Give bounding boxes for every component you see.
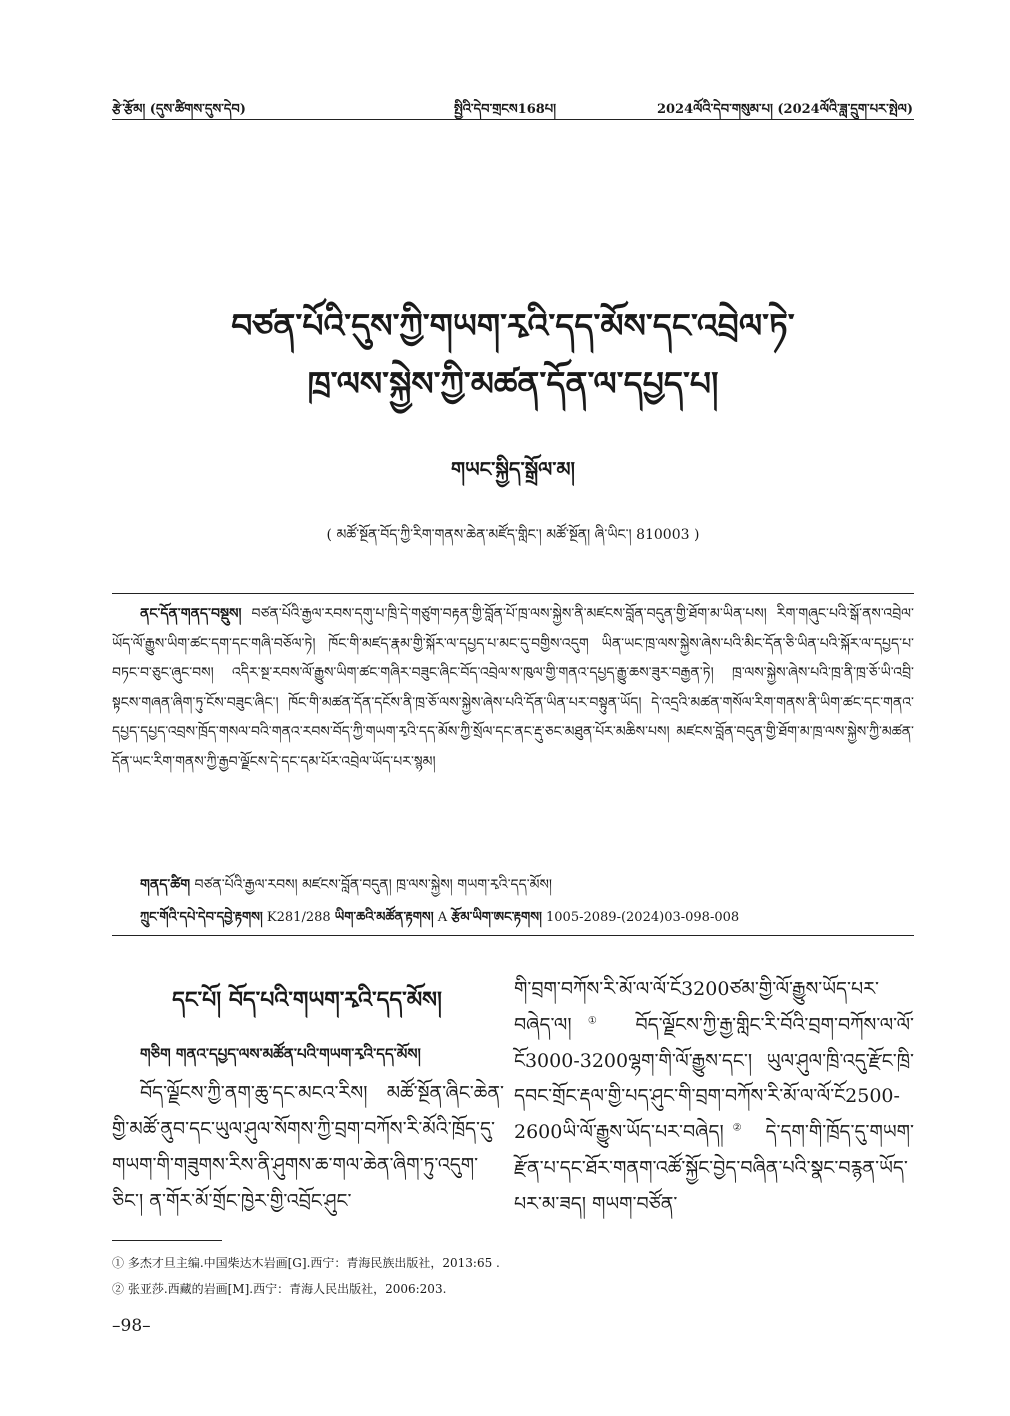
page-number: –98– — [112, 1316, 151, 1336]
abstract-label: ནང་དོན་གནད་བསྡུས། — [140, 606, 242, 622]
classification-line — [140, 902, 914, 939]
article-id-value: 1005-2089-(2024)03-098-008 — [546, 910, 740, 925]
doc-code-label: ཡིག་ཆའི་མཚོན་རྟགས། — [334, 910, 434, 925]
abstract — [112, 600, 914, 778]
keywords-label: གནད་ཚིག — [140, 877, 191, 893]
footnote-rule — [112, 1240, 222, 1241]
section-heading: དང་པོ། བོད་པའི་གཡག་རྭའི་དད་མོས། — [172, 987, 442, 1013]
running-header-journal: རྩེ་རྩོམ། (དུས་ཚིགས་དུས་དེབ) — [112, 102, 246, 117]
clc-label: ཀྲུང་གོའི་དཔེ་དེབ་དབྱེ་རྟགས། — [140, 910, 263, 925]
abstract-bottom-rule — [112, 935, 914, 936]
footnote-1: ① 多杰才旦主编.中国柴达木岩画[G].西宁：青海民族出版社，2013:65 . — [112, 1256, 500, 1270]
keywords-text: བཙན་པོའི་རྒྱལ་རབས། མཛངས་བློན་བདུན། ཁྲ་ལས་སྐྱེས། གཡག་རྭའི་དད་མོས། — [194, 877, 553, 893]
body-text: དེ་དག་གི་ཁྲོད་དུ་གཡག་རྫོན་པ་དང་ཐོར་གནག་འཚོ་སྐྱོང་བྱེད་བཞིན་པའི་སྣང་བརྙན་ཡོད་པར་མ་ཟད། གཡག་བཙོན་ — [514, 1121, 914, 1215]
footnote-ref-1[interactable]: ① — [571, 1015, 614, 1027]
clc-value: K281/288 — [266, 910, 331, 925]
abstract-text: བཙན་པོའི་རྒྱལ་རབས་དགུ་པ་ཁྲི་དེ་གཙུག་བརྟན་གྱི་བློན་པོ་ཁྲ་ལས་སྐྱེས་ནི་མཛངས་བློན་བདུན་གྱི་ཐོག་མ་ཡིན་པས། རིག་གཞུང་པའི་སྒོ་ནས་འབྲེལ་ཡོད་ལོ་རྒྱུས་ཡིག་ཚང་དག་དང་གཞི་བཅོལ་ཏེ། ཁོང་གི་མཛད་རྣམ་གྱི་སྐོར་ལ་དཔྱད་པ་མང་དུ་བགྱིས་འདུག ཡིན་ཡང་ཁྲ་ལས་སྐྱེས་ཞེས་པའི་མིང་དོན་ཅི་ཡིན་པའི་སྐོར་ལ་དཔྱད་པ་བཏང་བ་ཅུང་ཞུང་བས། འདིར་སྔ་རབས་ལོ་རྒྱུས་ཡིག་ཚང་གཞིར་བཟུང་ཞིང་བོད་འབྲེལ་ས་ཁུལ་གྱི་གནའ་དཔྱད་རྒྱུ་ཆས་ཟུར་བརྒྱན་ཏེ། ཁྲ་ལས་སྐྱེས་ཞེས་པའི་ཁྲ་ནི་ཁྲ་ཅོ་ཡི་འབྲི་སྟངས་གཞན་ཞིག་ཏུ་ངོས་བཟུང་ཞིང་། ཁོང་གི་མཚན་དོན་དངོས་ནི་ཁྲ་ཅོ་ལས་སྐྱེས་ཞེས་པའི་དོན་ཡིན་པར་བསྟུན་ཡོད། དེ་འདྲའི་མཚན་གསོལ་རིག་གནས་ནི་ཡིག་ཚང་དང་གནའ་དཔྱད་དཔྱད་འབྲས་ཁྲོད་གསལ་བའི་གནའ་རབས་བོད་ཀྱི་གཡག་རྭའི་དད་མོས་ཀྱི་སྲོལ་དང་ནང་རྡུ་ཅང་མཐུན་པོར་མཆིས་པས། མཛངས་བློན་བདུན་གྱི་ཐོག་མ་ཁྲ་ལས་སྐྱེས་ཀྱི་མཚན་དོན་ཡང་རིག་གནས་ཀྱི་རྒྱབ་ལྗོངས་དེ་དང་དམ་པོར་འབྲེལ་ཡོད་པར་སྙམ། — [112, 606, 914, 770]
author-affiliation: ( མཚོ་སྔོན་བོད་ཀྱི་རིག་གནས་ཆེན་མཛོད་གླིང་། མཚོ་སྔོན། ཞི་ཡིང་། 810003 ) — [326, 527, 700, 543]
article-id-label: རྩོམ་ཡིག་ཨང་རྟགས། — [451, 910, 542, 925]
article-title-line-2: ཁྲ་ལས་སྐྱེས་ཀྱི་མཚན་དོན་ལ་དཔྱད་པ། — [307, 364, 719, 403]
body-right-column — [514, 972, 914, 1223]
doc-code-value: A — [437, 910, 448, 925]
header-rule — [112, 119, 914, 120]
body-text: བོད་ལྗོངས་ཀྱི་རྒྱ་གླིང་རི་བོའི་བྲག་བཀོས་ལ་ལོ་ངོ3000-3200ལྷག་གི་ལོ་རྒྱུས་དང་། ཡུལ་ཤུལ་ཁྲི་འདུ་རྫོང་ཁྲི་དབང་གྲོང་རྡལ་གྱི་པད་ཤུང་གི་བྲག་བཀོས་རི་མོ་ལ་ལོ་ངོ2500-2600ཡི་ལོ་རྒྱུས་ཡོད་པར་བཞེད། — [514, 1013, 914, 1144]
footnote-2: ② 张亚莎.西藏的岩画[M].西宁：青海人民出版社，2006:203. — [112, 1282, 447, 1296]
article-title-line-1: བཙན་པོའི་དུས་ཀྱི་གཡག་རྭའི་དད་མོས་དང་འབྲེལ་ཏེ་ — [231, 306, 795, 345]
body-left-column: བོད་ལྗོངས་ཀྱི་ནག་ཆུ་དང་མངའ་རིས། མཚོ་སྔོན་ཞིང་ཆེན་གྱི་མཚོ་ནུབ་དང་ཡུལ་ཤུལ་སོགས་ཀྱི་བྲག་བཀོས་རི་མོའི་ཁྲོད་དུ་གཡག་གི་གཟུགས་རིས་ནི་ཤུགས་ཆ་གལ་ཆེན་ཞིག་ཏུ་འདུག་ཅིང་། ན་གོར་མོ་གྲོང་ཁྱེར་གྱི་འབྲོང་ཤུང་ — [112, 1082, 504, 1212]
running-header-issue-date: 2024ལོའི་དེབ་གསུམ་པ། (2024ལོའི་ཟླ་དྲུག་པར་སྤེལ) — [656, 102, 913, 117]
body-text: གི་བྲག་བཀོས་རི་མོ་ལ་ལོ་ངོ3200ཙམ་གྱི་ལོ་རྒྱུས་ཡོད་པར་བཞེད་ལ། — [514, 978, 880, 1036]
author-name: གཡང་སྐྱིད་སྒྲོལ་མ། — [451, 457, 575, 481]
subsection-heading: གཅིག གནའ་དཔྱད་ལས་མཚོན་པའི་གཡག་རྭའི་དད་མོས། — [140, 1045, 421, 1063]
footnote-ref-2[interactable]: ② — [723, 1122, 751, 1134]
abstract-top-rule — [112, 593, 914, 594]
running-header-issue-total: སྤྱིའི་དེབ་གྲངས168པ། — [453, 102, 557, 117]
